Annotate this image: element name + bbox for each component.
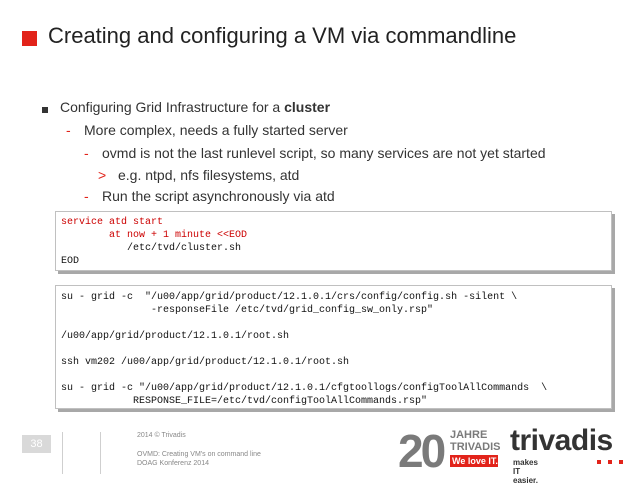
code-line: su - grid -c "/u00/app/grid/product/12.1.0.1/crs/config/config.sh -silent \ <box>61 292 518 303</box>
bullet-level4 <box>98 167 299 183</box>
footer-divider <box>62 432 63 474</box>
code-block-atd <box>55 211 612 271</box>
bullet-bold-text: cluster <box>284 99 331 115</box>
dash-marker: - <box>66 122 71 138</box>
code-line: RESPONSE_FILE=/etc/tvd/configToolAllCommands.rsp" <box>61 396 428 407</box>
slide-title: Creating and configuring a VM via commandline <box>48 23 517 48</box>
title-accent-square <box>22 31 37 46</box>
footer-divider <box>100 432 101 474</box>
page-number: 38 <box>22 435 51 453</box>
bullet-text: Configuring Grid Infrastructure for a <box>60 99 285 115</box>
code-line: service atd start <box>61 217 164 228</box>
footer-copyright: 2014 © Trivadis <box>137 432 186 439</box>
brand-slogan: makes IT easier. <box>513 458 538 485</box>
anniversary-number: 20 <box>398 425 444 477</box>
bullet-text: Run the script asynchronously via atd <box>102 188 335 204</box>
anniversary-slogan: We love IT. <box>452 456 498 466</box>
footer-event: DOAG Konferenz 2014 <box>137 460 209 467</box>
dots-icon <box>597 458 627 466</box>
code-block-grid <box>55 285 612 409</box>
anniversary-word: JAHRE <box>450 429 488 441</box>
bullet-square-icon <box>42 107 48 113</box>
footer-subtitle: OVMD: Creating VM's on command line <box>137 451 261 458</box>
code-line: at now + 1 minute <<EOD <box>61 230 248 241</box>
bullet-text: e.g. ntpd, nfs filesystems, atd <box>118 167 300 183</box>
bullet-text: More complex, needs a fully started server <box>84 122 348 138</box>
arrow-marker: > <box>98 167 107 183</box>
code-line: /etc/tvd/cluster.sh <box>61 243 242 254</box>
code-line: /u00/app/grid/product/12.1.0.1/root.sh <box>61 331 290 342</box>
code-line: su - grid -c "/u00/app/grid/product/12.1.0.1/cfgtoollogs/configToolAllCommands \ <box>61 383 548 394</box>
bullet-text: ovmd is not the last runlevel script, so many services are not yet started <box>102 145 546 161</box>
dash-marker: - <box>84 145 89 161</box>
code-line: ssh vm202 /u00/app/grid/product/12.1.0.1/root.sh <box>61 357 350 368</box>
bullet-level2 <box>66 122 348 138</box>
code-line: -responseFile /etc/tvd/grid_config_sw_only.rsp" <box>61 305 434 316</box>
code-line: EOD <box>61 256 80 267</box>
anniversary-brand: TRIVADIS <box>450 441 501 453</box>
dash-marker: - <box>84 188 89 204</box>
bullet-level1 <box>60 99 330 115</box>
brand-name: trivadis <box>510 424 613 457</box>
bullet-level3 <box>84 145 546 161</box>
bullet-level3 <box>84 188 335 204</box>
